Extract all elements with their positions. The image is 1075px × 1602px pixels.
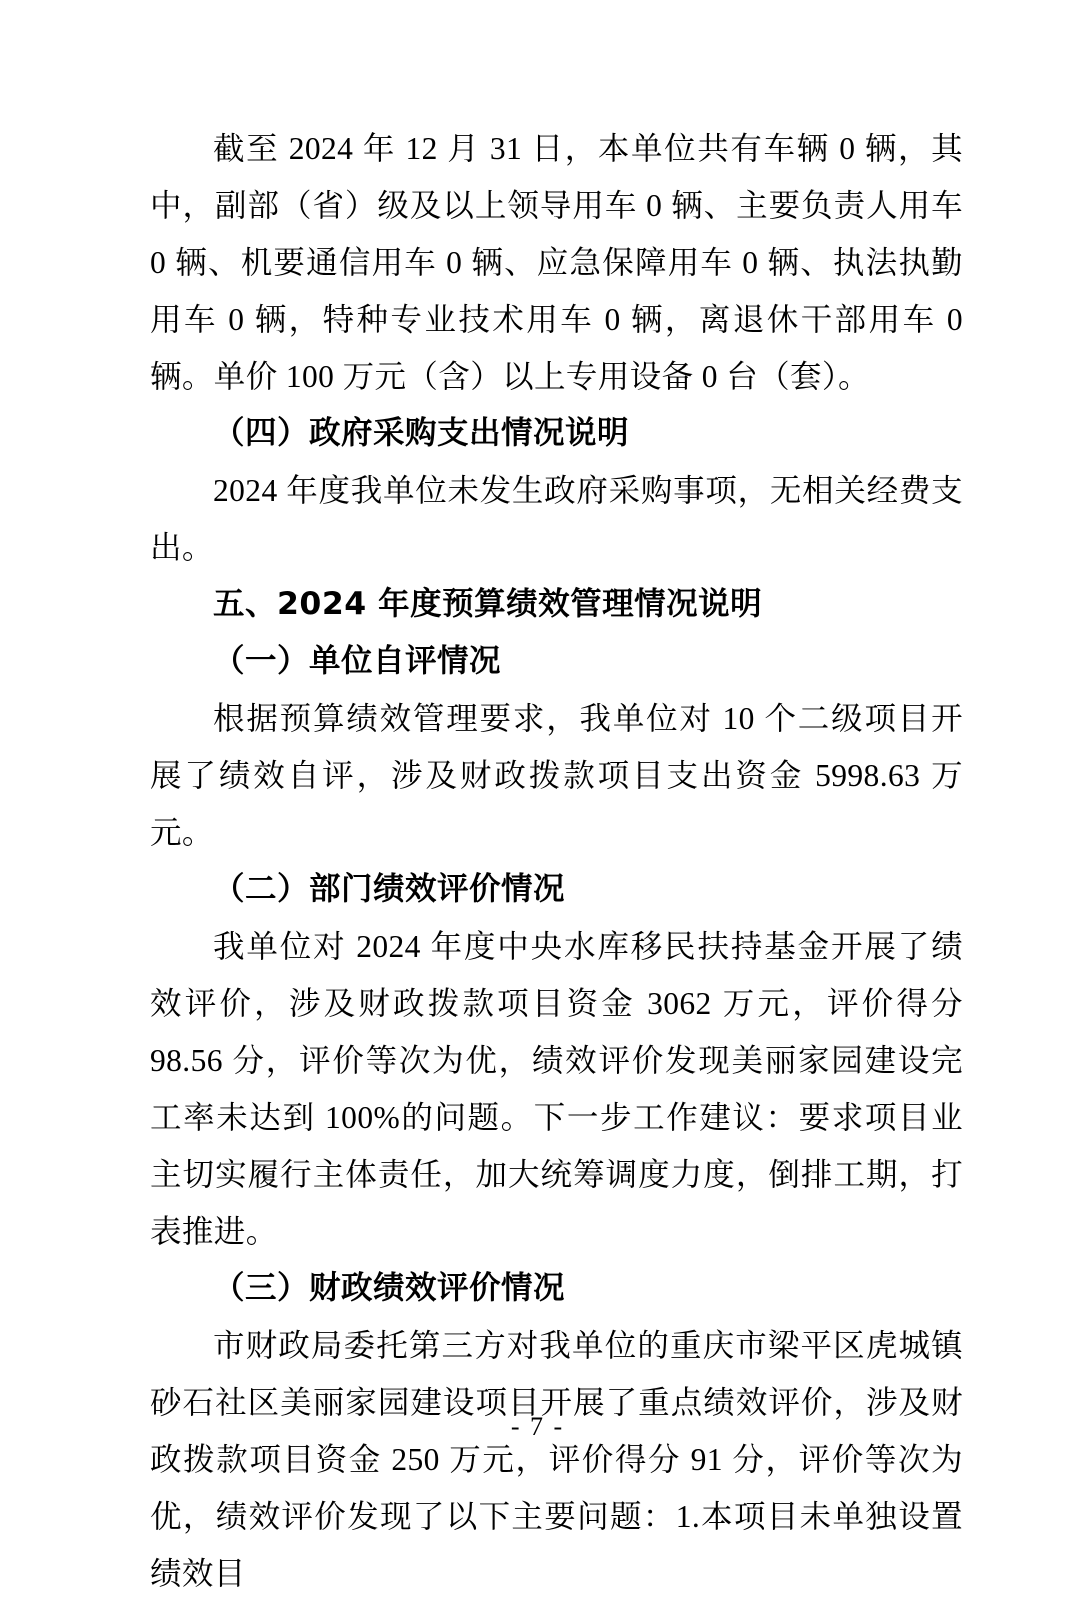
paragraph-self-evaluation: 根据预算绩效管理要求，我单位对 10 个二级项目开展了绩效自评，涉及财政拨款项目支出资金 5998.63 万元。 [150, 701, 963, 850]
paragraph-fiscal-evaluation: 市财政局委托第三方对我单位的重庆市梁平区虎城镇砂石社区美丽家园建设项目开展了重点绩效评价，涉及财政拨款项目资金 250 万元，评价得分 91 分，评价等次为优，绩效评价发现了以下主要问题：1.本项目未单独设置绩效目 [150, 1328, 963, 1591]
paragraph-vehicle-assets: 截至 2024 年 12 月 31 日，本单位共有车辆 0 辆，其中，副部（省）级及以上领导用车 0 辆、主要负责人用车 0 辆、机要通信用车 0 辆、应急保障用车 0 辆、执法执勤用车 0 辆，特种专业技术用车 0 辆，离退休干部用车 0 辆。单价 100 万元（含）以上专用设备 0 台（套）。 [150, 131, 963, 394]
heading-department-evaluation: （二）部门绩效评价情况 [213, 871, 566, 907]
heading-government-procurement: （四）政府采购支出情况说明 [213, 415, 630, 451]
page-number: - 7 - [510, 1412, 565, 1441]
heading-self-evaluation: （一）单位自评情况 [213, 643, 502, 679]
heading-fiscal-evaluation: （三）财政绩效评价情况 [213, 1270, 566, 1306]
heading-budget-performance-management: 五、2024 年度预算绩效管理情况说明 [213, 586, 763, 622]
paragraph-department-evaluation: 我单位对 2024 年度中央水库移民扶持基金开展了绩效评价，涉及财政拨款项目资金 3062 万元，评价得分 98.56 分，评价等次为优，绩效评价发现美丽家园建设完工率未达到 100%的问题。下一步工作建议：要求项目业主切实履行主体责任，加大统筹调度力度，倒排工期，打表推进。 [150, 929, 963, 1249]
paragraph-government-procurement: 2024 年度我单位未发生政府采购事项，无相关经费支出。 [150, 473, 963, 565]
